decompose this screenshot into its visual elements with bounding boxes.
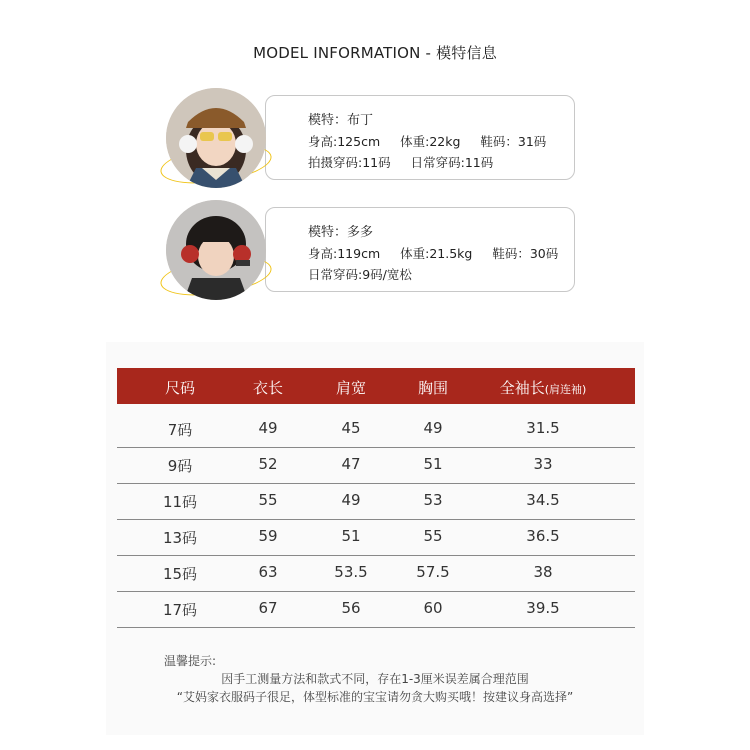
header-shoulder: 肩宽 bbox=[335, 379, 366, 397]
model-stats-row bbox=[308, 243, 558, 264]
model-card-budding bbox=[160, 88, 590, 188]
cell-shoulder: 53.5 bbox=[334, 563, 368, 581]
table-row bbox=[117, 555, 635, 592]
table-row bbox=[117, 411, 635, 448]
size-table-header bbox=[117, 368, 635, 404]
model-info-text bbox=[308, 222, 558, 285]
table-row bbox=[117, 591, 635, 628]
cell-shoulder: 49 bbox=[341, 491, 361, 509]
cell-size: 9码 bbox=[167, 457, 193, 475]
cell-shoulder: 56 bbox=[341, 599, 361, 617]
model-height: 身高:119cm bbox=[308, 246, 381, 261]
tips-title: 温馨提示: bbox=[164, 654, 217, 668]
model-daily-size: 日常穿码:11码 bbox=[410, 155, 494, 170]
model-size-row bbox=[308, 264, 558, 285]
cell-length: 63 bbox=[258, 563, 278, 581]
model-photo-illustration bbox=[166, 88, 266, 188]
model-info-text bbox=[308, 110, 546, 173]
cell-chest: 49 bbox=[423, 419, 443, 437]
cell-size: 13码 bbox=[162, 529, 198, 547]
model-daily-size: 日常穿码:9码/宽松 bbox=[308, 267, 412, 282]
cell-length: 67 bbox=[258, 599, 278, 617]
cell-length: 52 bbox=[258, 455, 278, 473]
model-shoe-size: 鞋码：31码 bbox=[480, 134, 547, 149]
cell-length: 49 bbox=[258, 419, 278, 437]
cell-chest: 53 bbox=[423, 491, 443, 509]
model-weight: 体重:21.5kg bbox=[400, 246, 473, 261]
header-chest: 胸围 bbox=[417, 379, 448, 397]
cell-sleeve: 33 bbox=[533, 455, 553, 473]
cell-chest: 60 bbox=[423, 599, 443, 617]
model-name: 模特：多多 bbox=[308, 225, 374, 240]
tips-line: 因手工测量方法和款式不同，存在1-3厘米误差属合理范围 bbox=[221, 672, 529, 686]
header-length: 衣长 bbox=[252, 379, 283, 397]
cell-sleeve: 39.5 bbox=[526, 599, 560, 617]
table-row bbox=[117, 483, 635, 520]
model-photo-avatar bbox=[166, 200, 266, 300]
cell-sleeve: 38 bbox=[533, 563, 553, 581]
cell-chest: 51 bbox=[423, 455, 443, 473]
header-sleeve bbox=[478, 377, 608, 398]
cell-size: 17码 bbox=[162, 601, 198, 619]
model-photo-avatar bbox=[166, 88, 266, 188]
table-row bbox=[117, 519, 635, 556]
page-title: MODEL INFORMATION - 模特信息 bbox=[253, 44, 497, 62]
model-height: 身高:125cm bbox=[308, 134, 381, 149]
cell-chest: 55 bbox=[423, 527, 443, 545]
cell-shoulder: 51 bbox=[341, 527, 361, 545]
model-card-duoduo bbox=[160, 200, 590, 300]
model-stats-row bbox=[308, 131, 546, 152]
model-shoot-size: 拍摄穿码:11码 bbox=[308, 155, 391, 170]
header-sleeve-note: (肩连袖) bbox=[544, 383, 587, 396]
cell-chest: 57.5 bbox=[416, 563, 450, 581]
model-shoe-size: 鞋码：30码 bbox=[492, 246, 559, 261]
cell-size: 7码 bbox=[167, 421, 193, 439]
header-size: 尺码 bbox=[164, 379, 195, 397]
table-row bbox=[117, 447, 635, 484]
header-sleeve-label: 全袖长 bbox=[499, 379, 545, 397]
model-name: 模特：布丁 bbox=[308, 113, 374, 128]
cell-sleeve: 31.5 bbox=[526, 419, 560, 437]
cell-size: 11码 bbox=[162, 493, 198, 511]
model-size-row bbox=[308, 152, 546, 173]
model-photo-illustration bbox=[166, 200, 266, 300]
cell-length: 59 bbox=[258, 527, 278, 545]
cell-sleeve: 34.5 bbox=[526, 491, 560, 509]
model-weight: 体重:22kg bbox=[400, 134, 461, 149]
tips-line: “艾妈家衣服码子很足，体型标准的宝宝请勿贪大购买哦！按建议身高选择” bbox=[176, 690, 574, 704]
cell-sleeve: 36.5 bbox=[526, 527, 560, 545]
cell-shoulder: 47 bbox=[341, 455, 361, 473]
cell-length: 55 bbox=[258, 491, 278, 509]
cell-size: 15码 bbox=[162, 565, 198, 583]
cell-shoulder: 45 bbox=[341, 419, 361, 437]
